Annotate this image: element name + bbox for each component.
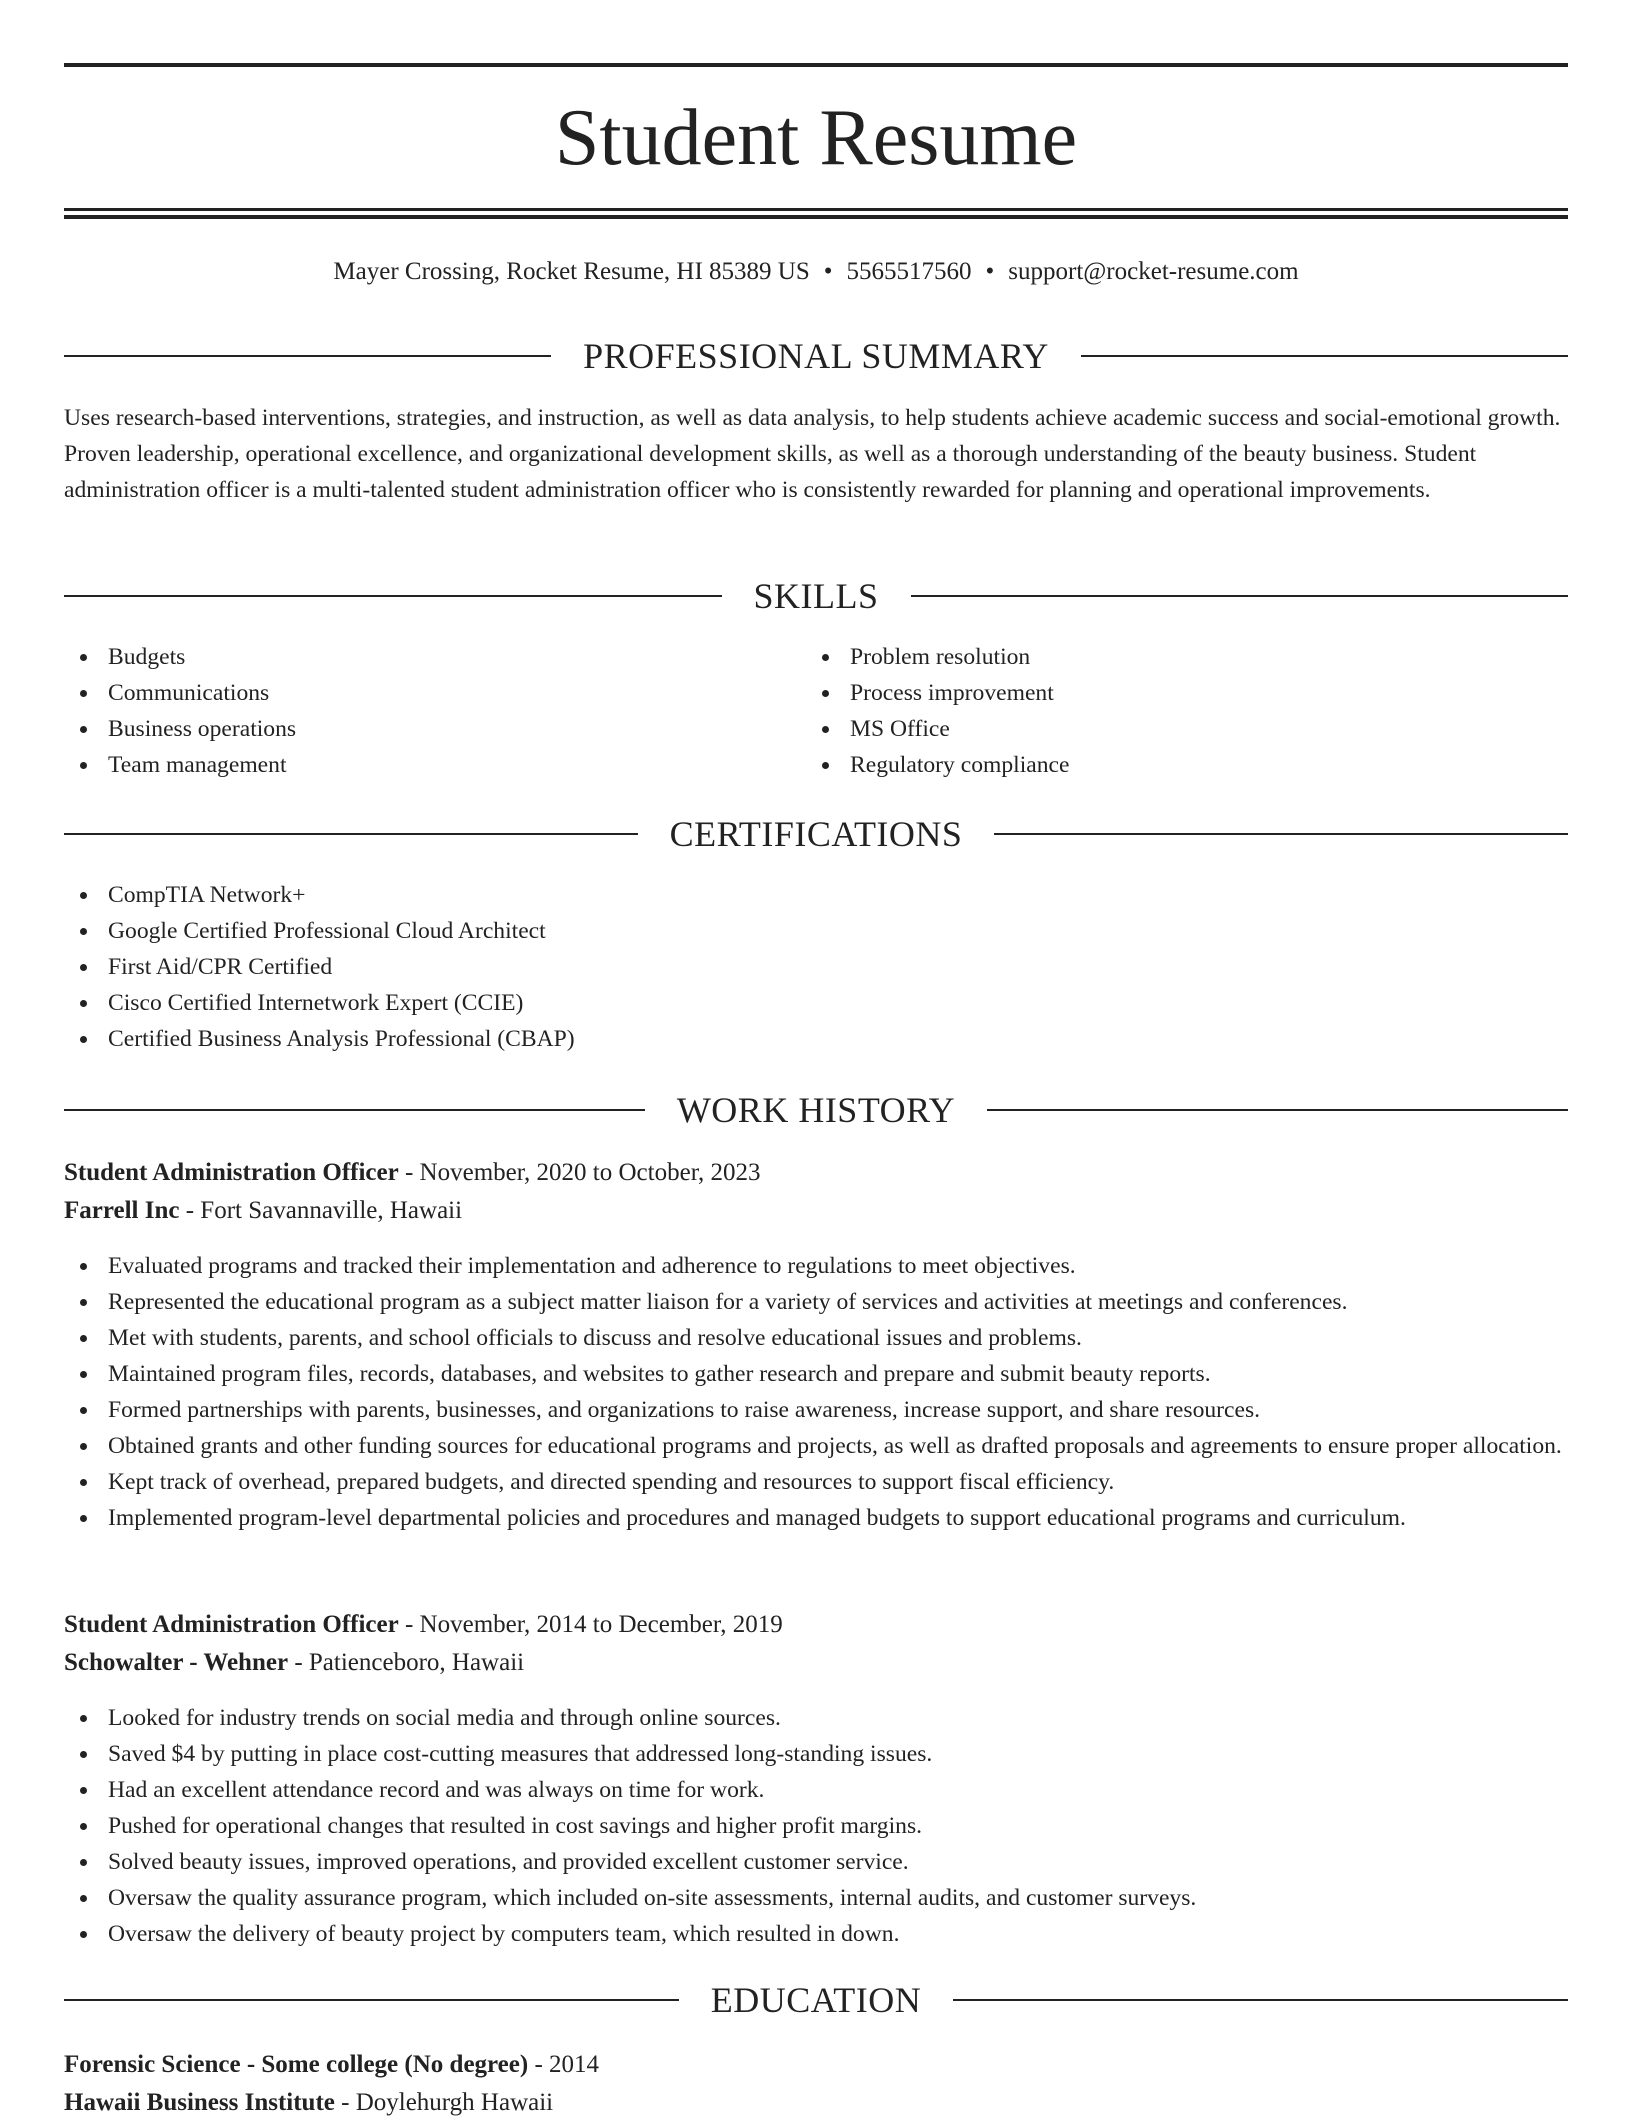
title-rule-upper [64,208,1568,211]
job-company: Schowalter - Wehner [64,1649,289,1676]
education-location: - Doylehurgh Hawaii [341,2089,554,2116]
heading-rule-left [64,1999,679,2001]
contact-email: support@rocket-resume.com [1008,258,1299,285]
duty-item: Oversaw the delivery of beauty project by computers team, which resulted in down. [64,1916,1568,1952]
work-history-heading [64,1088,1568,1132]
job-location: - Patienceboro, Hawaii [294,1649,525,1676]
heading-rule-left [64,1109,645,1111]
certifications-heading [64,812,1568,856]
duty-item: Oversaw the quality assurance program, which included on-site assessments, internal audits, and customer surveys. [64,1880,1568,1916]
education-heading-label: EDUCATION [710,1980,922,2020]
skills-list-right [806,639,1566,783]
top-rule [64,63,1568,67]
education-degree: Forensic Science - Some college (No degree) [64,2051,529,2078]
duty-item: Kept track of overhead, prepared budgets, and directed spending and resources to support fiscal efficiency. [64,1464,1568,1500]
certification-item: Certified Business Analysis Professional (CBAP) [64,1021,1568,1057]
summary-heading [64,334,1568,378]
job-company-line [64,1644,1568,1682]
duty-item: Represented the educational program as a subject matter liaison for a variety of services and activities at meetings and conferences. [64,1284,1568,1320]
contact-separator: • [823,258,833,285]
duty-item: Had an excellent attendance record and was always on time for work. [64,1772,1568,1808]
skills-list-left [64,639,804,783]
duty-item: Maintained program files, records, databases, and websites to gather research and prepare and submit beauty reports. [64,1356,1568,1392]
heading-rule-right [994,833,1568,835]
duty-item: Obtained grants and other funding sources for educational programs and projects, as well as drafted proposals and agreements to ensure proper allocation. [64,1428,1568,1464]
skill-item: Business operations [64,711,804,747]
contact-address: Mayer Crossing, Rocket Resume, HI 85389 US [333,258,810,285]
heading-rule-right [953,1999,1568,2001]
duty-item: Evaluated programs and tracked their implementation and adherence to regulations to meet objectives. [64,1248,1568,1284]
duty-item: Saved $4 by putting in place cost-cutting measures that addressed long-standing issues. [64,1736,1568,1772]
duty-item: Looked for industry trends on social media and through online sources. [64,1700,1568,1736]
heading-rule-right [1081,355,1568,357]
skill-item: Team management [64,747,804,783]
job-dates: - November, 2020 to October, 2023 [404,1159,761,1186]
work-history-heading-label: WORK HISTORY [676,1090,956,1130]
certifications-list [64,877,1568,1057]
skill-item: Regulatory compliance [806,747,1566,783]
job-duties-list [64,1248,1568,1536]
job-title: Student Administration Officer [64,1159,399,1186]
duty-item: Met with students, parents, and school officials to discuss and resolve educational issues and problems. [64,1320,1568,1356]
summary-heading-label: PROFESSIONAL SUMMARY [583,336,1049,376]
heading-rule-left [64,355,551,357]
contact-phone: 5565517560 [846,258,972,285]
duty-item: Pushed for operational changes that resulted in cost savings and higher profit margins. [64,1808,1568,1844]
job-location: - Fort Savannaville, Hawaii [185,1197,463,1224]
certifications-heading-label: CERTIFICATIONS [669,814,963,854]
skill-item: Budgets [64,639,804,675]
education-heading [64,1978,1568,2022]
contact-line [64,254,1568,290]
education-school-line [64,2084,1568,2122]
job-dates: - November, 2014 to December, 2019 [404,1611,783,1638]
skills-heading-label: SKILLS [753,576,879,616]
job-company-line [64,1192,1568,1230]
job-company: Farrell Inc [64,1197,180,1224]
certification-item: Google Certified Professional Cloud Architect [64,913,1568,949]
certification-item: Cisco Certified Internetwork Expert (CCIE) [64,985,1568,1021]
title-rule-lower [64,215,1568,219]
summary-text: Uses research-based interventions, strategies, and instruction, as well as data analysis, to help students achieve academic success and social-emotional growth. Proven leadership, operational excellence, and organizational development skills, as well as a thorough understanding of the beauty business. Student administration officer is a multi-talented student administration officer who is consistently rewarded for planning and operational improvements. [64,405,1561,503]
education-degree-line [64,2046,1568,2084]
certification-item: CompTIA Network+ [64,877,1568,913]
duty-item: Solved beauty issues, improved operations, and provided excellent customer service. [64,1844,1568,1880]
skills-heading [64,574,1568,618]
resume-title: Student Resume [554,94,1078,182]
duty-item: Implemented program-level departmental policies and procedures and managed budgets to support educational programs and curriculum. [64,1500,1568,1536]
heading-rule-right [987,1109,1568,1111]
heading-rule-left [64,595,722,597]
contact-separator: • [985,258,995,285]
skill-item: Problem resolution [806,639,1566,675]
certification-item: First Aid/CPR Certified [64,949,1568,985]
duty-item: Formed partnerships with parents, businesses, and organizations to raise awareness, increase support, and share resources. [64,1392,1568,1428]
education-school: Hawaii Business Institute [64,2089,335,2116]
heading-rule-left [64,833,638,835]
job-title: Student Administration Officer [64,1611,399,1638]
job-title-line [64,1154,1568,1192]
skill-item: MS Office [806,711,1566,747]
education-year: - 2014 [534,2051,600,2078]
skill-item: Communications [64,675,804,711]
heading-rule-right [911,595,1569,597]
job-title-line [64,1606,1568,1644]
job-duties-list [64,1700,1568,1952]
skill-item: Process improvement [806,675,1566,711]
